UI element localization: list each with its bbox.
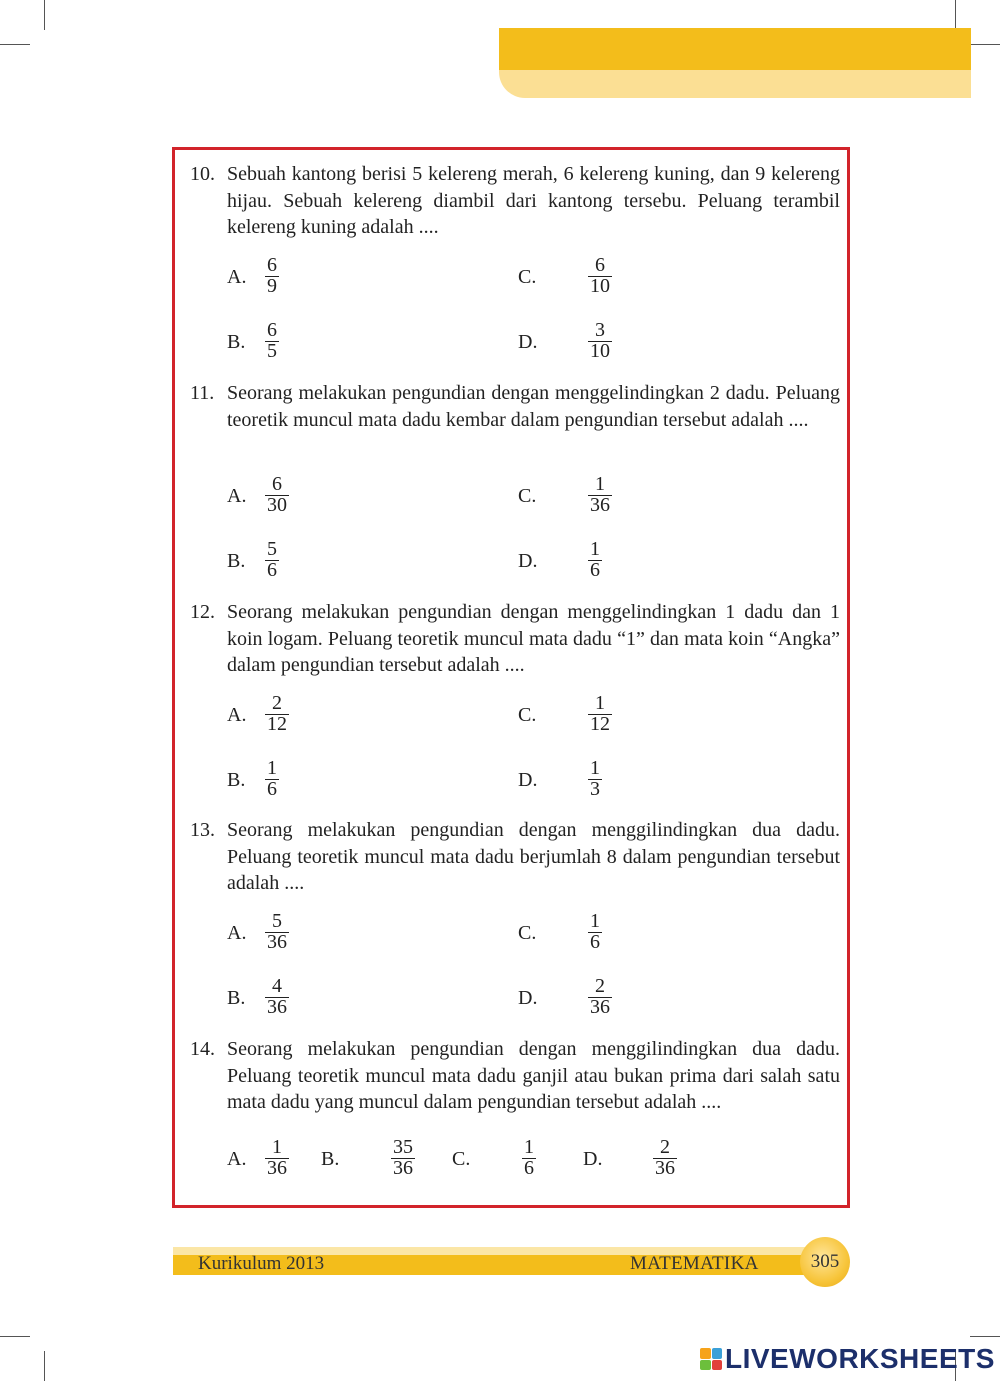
numerator: 35 [393,1136,413,1158]
option-fraction [588,912,602,952]
liveworksheets-logo[interactable] [700,1343,995,1375]
option-label: D. [583,1148,603,1170]
option-fraction [265,475,289,515]
question-text [190,1036,840,1116]
denominator: 36 [590,996,610,1018]
numerator: 5 [267,538,277,560]
denominator: 6 [524,1157,534,1179]
question-text [190,380,840,433]
option-label: B. [321,1148,340,1170]
numerator: 1 [595,692,605,714]
liveworksheets-wordmark: LIVEWORKSHEETS [725,1343,995,1374]
numerator: 2 [595,975,605,997]
crop-mark [0,44,30,45]
question-number: 14. [190,1038,215,1060]
numerator: 6 [272,473,282,495]
numerator: 1 [272,1136,282,1158]
denominator: 36 [393,1157,413,1179]
crop-mark [44,0,45,30]
option-fraction [265,759,279,799]
denominator: 36 [655,1157,675,1179]
option-label: A. [227,1148,247,1170]
option-label: A. [227,704,247,726]
option-fraction [588,540,602,580]
numerator: 1 [590,757,600,779]
denominator: 36 [267,931,287,953]
option-fraction [265,321,279,361]
option-label: B. [227,550,246,572]
denominator: 36 [267,996,287,1018]
option-fraction [265,912,289,952]
option-fraction [265,977,289,1017]
numerator: 3 [595,319,605,341]
option-label: A. [227,266,247,288]
crop-mark [0,1336,30,1337]
denominator: 10 [590,340,610,362]
denominator: 36 [267,1157,287,1179]
header-tab [499,28,971,70]
question-number: 11. [190,382,215,404]
denominator: 10 [590,275,610,297]
crop-mark [970,44,1000,45]
footer-curriculum: Kurikulum 2013 [198,1253,325,1274]
numerator: 2 [272,692,282,714]
option-label: B. [227,987,246,1009]
option-fraction [265,540,279,580]
denominator: 30 [267,494,287,516]
denominator: 6 [267,559,277,581]
option-fraction [522,1138,536,1178]
denominator: 3 [590,778,600,800]
option-fraction [265,694,289,734]
numerator: 5 [272,910,282,932]
option-fraction [588,759,602,799]
option-fraction [391,1138,415,1178]
crop-mark [955,0,956,30]
crop-mark [44,1351,45,1381]
option-fraction [588,256,612,296]
option-fraction [588,694,612,734]
numerator: 6 [595,254,605,276]
option-label: D. [518,331,538,353]
numerator: 1 [590,910,600,932]
question-number: 12. [190,601,215,623]
option-fraction [265,1138,289,1178]
denominator: 12 [590,713,610,735]
numerator: 6 [267,254,277,276]
question-body: Seorang melakukan pengundian dengan menggelindingkan 2 dadu. Peluang teoretik muncul mata dadu kembar dalam pengundian tersebut adalah .... [227,382,840,431]
denominator: 5 [267,340,277,362]
denominator: 6 [590,559,600,581]
header-tab-shade [499,70,971,98]
option-label: A. [227,485,247,507]
option-fraction [588,321,612,361]
question-number: 13. [190,819,215,841]
denominator: 9 [267,275,277,297]
option-label: B. [227,331,246,353]
question-text [190,161,840,241]
liveworksheets-icon [700,1348,722,1370]
question-text [190,817,840,897]
numerator: 1 [524,1136,534,1158]
option-fraction [653,1138,677,1178]
numerator: 1 [590,538,600,560]
denominator: 36 [590,494,610,516]
question-number: 10. [190,163,215,185]
denominator: 6 [590,931,600,953]
option-label: A. [227,922,247,944]
crop-mark [970,1336,1000,1337]
footer-subject: MATEMATIKA [630,1253,759,1274]
numerator: 4 [272,975,282,997]
option-label: C. [518,922,537,944]
numerator: 2 [660,1136,670,1158]
page-number: 305 [800,1237,850,1287]
denominator: 12 [267,713,287,735]
option-fraction [588,475,612,515]
question-text [190,599,840,679]
numerator: 6 [267,319,277,341]
numerator: 1 [267,757,277,779]
option-label: C. [452,1148,471,1170]
question-body: Seorang melakukan pengundian dengan menggelindingkan 1 dadu dan 1 koin logam. Peluang teoretik muncul mata dadu “1” dan mata koin “Angka” dalam pengundian tersebut adalah .... [227,601,840,676]
question-box [172,147,850,1208]
option-label: D. [518,769,538,791]
option-label: B. [227,769,246,791]
option-label: D. [518,550,538,572]
option-label: C. [518,485,537,507]
denominator: 6 [267,778,277,800]
question-body: Seorang melakukan pengundian dengan menggilindingkan dua dadu. Peluang teoretik muncul mata dadu berjumlah 8 dalam pengundian tersebut adalah .... [227,819,840,894]
question-body: Seorang melakukan pengundian dengan menggilindingkan dua dadu. Peluang teoretik muncul mata dadu ganjil atau bukan prima dari salah satu mata dadu yang muncul dalam pengundian tersebut adalah .... [227,1038,840,1113]
option-label: D. [518,987,538,1009]
option-label: C. [518,266,537,288]
question-body: Sebuah kantong berisi 5 kelereng merah, 6 kelereng kuning, dan 9 kelereng hijau. Sebuah kelereng diambil dari kantong tersebu. Peluang terambil kelereng kuning adalah .... [227,163,840,238]
option-label: C. [518,704,537,726]
numerator: 1 [595,473,605,495]
option-fraction [265,256,279,296]
option-fraction [588,977,612,1017]
